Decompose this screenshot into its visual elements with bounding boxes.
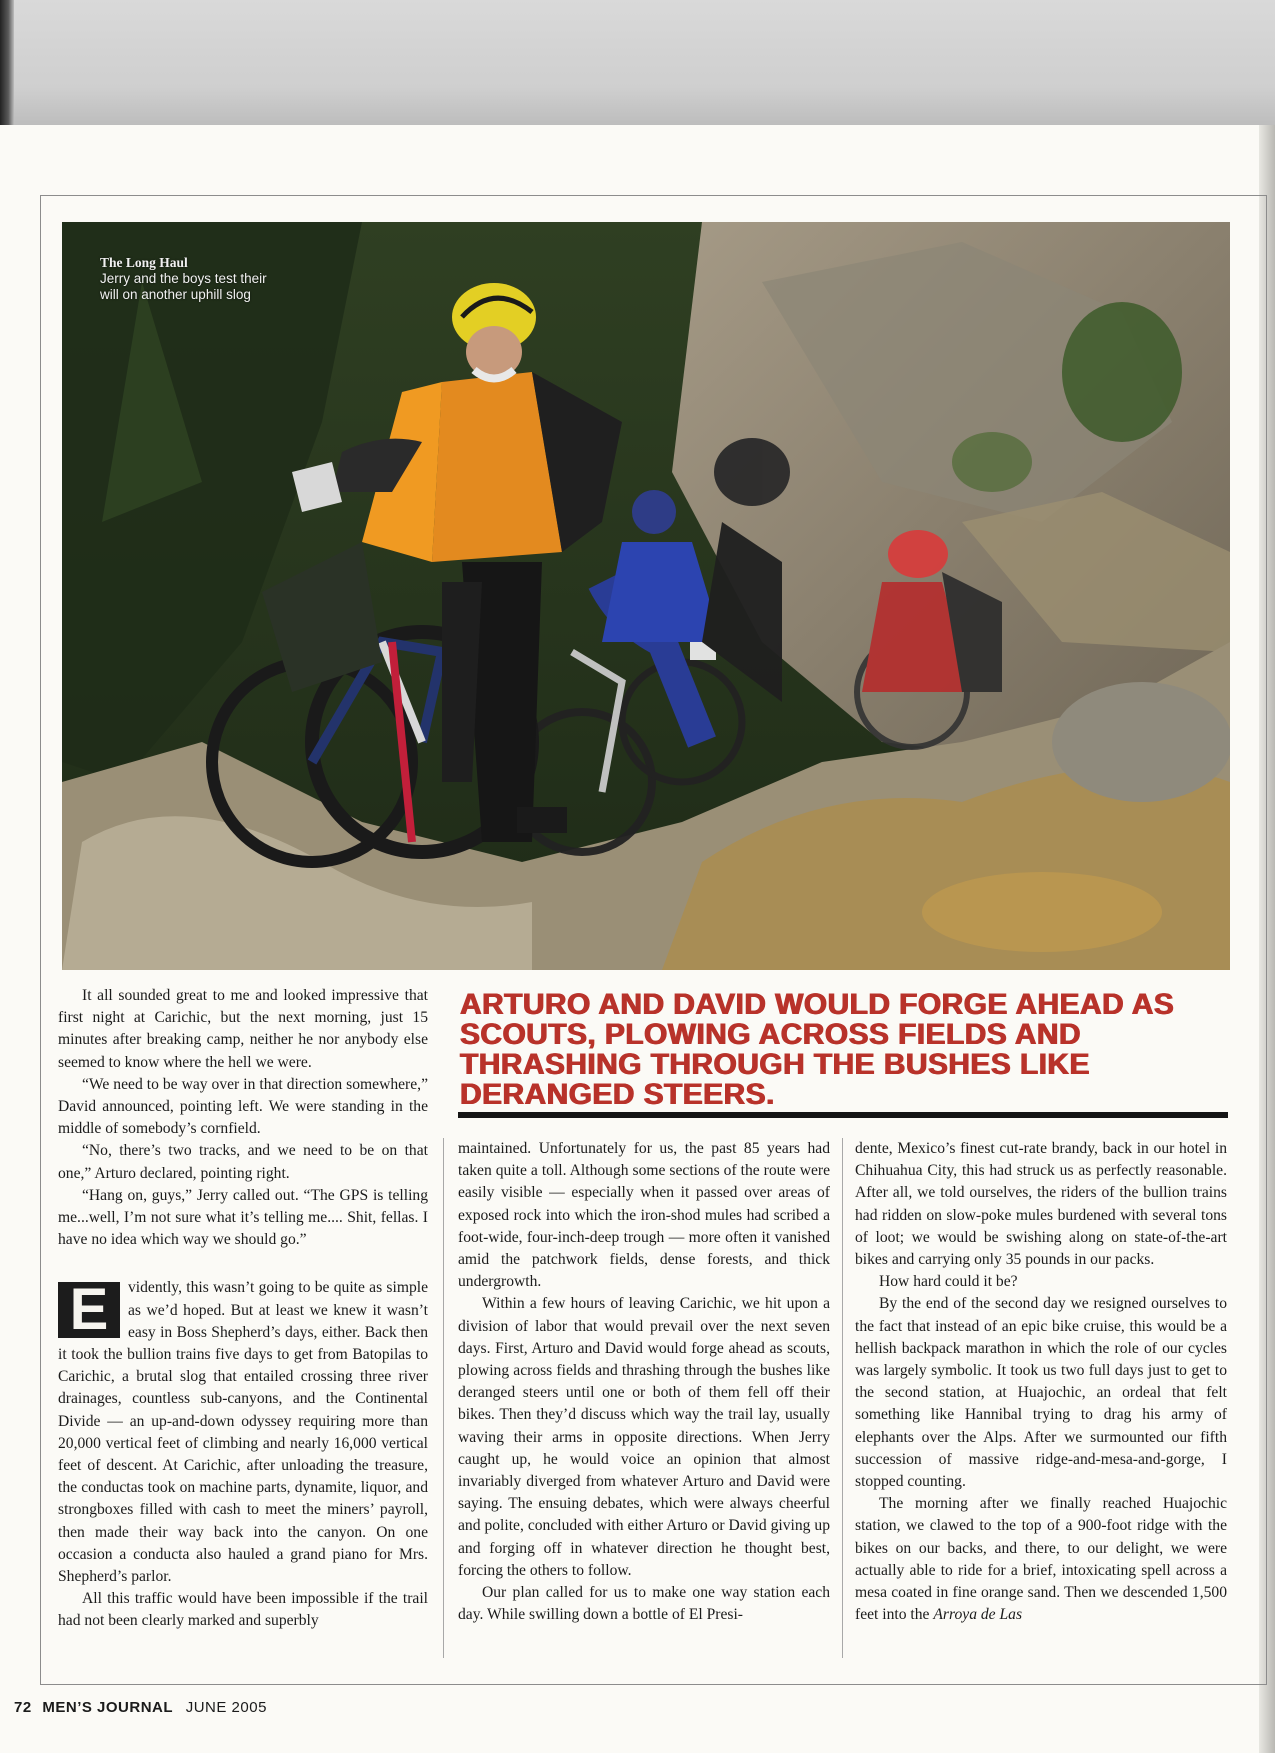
caption-title: The Long Haul: [100, 255, 188, 270]
column-divider: [443, 1138, 444, 1658]
body-paragraph: Within a few hours of leaving Carichic, we hit upon a division of labor that would prevail over the next seven days. First, Arturo and David would forge ahead as scouts, plowing across fields and thrashing through the bushes like deranged steers until one or both of them fell off their bikes. Then they’d discuss which way the trail lay, usually waving their arms in opposite directions. When Jerry caught up, he would voice an opinion that almost invariably diverged from whatever Arturo and David were saying. The ensuing debates, which were always cheerful and polite, concluded with either Arturo or David giving up and forging off in whatever direction he thought best, forcing the others to follow.: [458, 1295, 830, 1579]
hero-photo: [62, 222, 1230, 970]
mountain-bikers-illustration: [62, 222, 1230, 970]
body-paragraph: By the end of the second day we resigned ourselves to the fact that instead of an epic bike cruise, this would be a hellish backpack marathon in which the role of our cycles was largely symbolic. It took us two full days just to get to the second station, at Huajochic, an ordeal that felt something like Hannibal trying to drag his army of elephants over the Alps. After we surmounted our fifth succession of massive ridge-and-mesa-and-gorge, I stopped counting.: [855, 1295, 1227, 1491]
article-column-2: [458, 1138, 830, 1626]
body-paragraph: “We need to be way over in that direction somewhere,” David announced, pointing left. We were standing in the middle of somebody’s cornfield.: [58, 1075, 428, 1138]
body-paragraph: dente, Mexico’s finest cut-rate brandy, back in our hotel in Chihuahua City, this had struck us as perfectly reasonable. After all, we told ourselves, the riders of the bullion trains had ridden on slow-poke mules burdened with several tons of loot; we would be swishing along on state-of-the-art bikes and carrying only 35 pounds in our packs.: [855, 1140, 1227, 1269]
pull-quote: ARTURO AND DAVID WOULD FORGE AHEAD AS SCOUTS, PLOWING ACROSS FIELDS AND THRASHING THROUGH THE BUSHES LIKE DERANGED STEERS.: [460, 988, 1175, 1111]
article-column-3: [855, 1138, 1227, 1626]
body-paragraph: [855, 1493, 1227, 1626]
pull-quote-rule: [458, 1112, 1228, 1118]
scan-binding-shadow: [0, 0, 14, 125]
page-footer: [14, 1699, 267, 1716]
body-paragraph: All this traffic would have been impossible if the trail had not been clearly marked and superbly: [58, 1590, 428, 1630]
body-paragraph: It all sounded great to me and looked impressive that first night at Carichic, but the next morning, just 15 minutes after breaking camp, neither he nor anybody else seemed to know where the hell we were.: [58, 987, 428, 1071]
page-number: 72: [14, 1699, 32, 1716]
body-paragraph: “No, there’s two tracks, and we need to be on that one,” Arturo declared, pointing right.: [58, 1142, 428, 1182]
italic-place-name: Arroya de Las: [933, 1606, 1023, 1624]
body-paragraph: How hard could it be?: [879, 1273, 1018, 1291]
drop-cap-paragraph-text: vidently, this wasn’t going to be quite as simple as we’d hoped. But at least we knew it wasn’t easy in Boss Shepherd’s days, either. Back then it took the bullion trains five days to get from Batopilas to Carichic, a brutal slog that entailed crossing three river drainages, countless sub-canyons, and the Continental Divide — an up-and-down odyssey requiring more than 20,000 vertical feet of climbing and nearly 16,000 vertical feet of descent. At Carichic, after unloading the treasure, the conductas took on machine parts, dynamite, liquor, and strongboxes filled with cash to meet the miners’ payroll, then made their way back into the canyon. On one occasion a conducta also hauled a grand piano for Mrs. Shepherd’s parlor.: [58, 1279, 428, 1586]
article-column-1: [58, 985, 428, 1633]
caption-text: Jerry and the boys test their will on another uphill slog: [100, 271, 267, 302]
scan-background: [0, 0, 1275, 125]
body-paragraph-text: The morning after we finally reached Huajochic station, we clawed to the top of a 900-foot ridge with the bikes on our backs, and there, to our delight, we were actually able to ride for a brief, intoxicating spell across a mesa coated in fine orange sand. Then we descended 1,500 feet into the: [855, 1495, 1227, 1624]
drop-cap-paragraph: [58, 1277, 428, 1588]
body-paragraph: “Hang on, guys,” Jerry called out. “The GPS is telling me...well, I’m not sure what it’s telling me.... Shit, fellas. I have no idea which way we should go.”: [58, 1186, 428, 1249]
body-paragraph: maintained. Unfortunately for us, the past 85 years had taken quite a toll. Although some sections of the route were easily visible — especially when it passed over areas of exposed rock into which the iron-shod mules had scribed a foot-wide, four-inch-deep trough — more often it vanished amid the patchwork fields, dense forests, and thick undergrowth.: [458, 1140, 830, 1291]
issue-date: JUNE 2005: [185, 1699, 267, 1716]
photo-caption: [100, 255, 280, 303]
section-break: [58, 1251, 428, 1277]
magazine-name: MEN’S JOURNAL: [42, 1699, 174, 1716]
body-paragraph: Our plan called for us to make one way station each day. While swilling down a bottle of El Presi-: [458, 1584, 830, 1624]
column-divider: [842, 1138, 843, 1658]
drop-cap: E: [58, 1282, 120, 1338]
